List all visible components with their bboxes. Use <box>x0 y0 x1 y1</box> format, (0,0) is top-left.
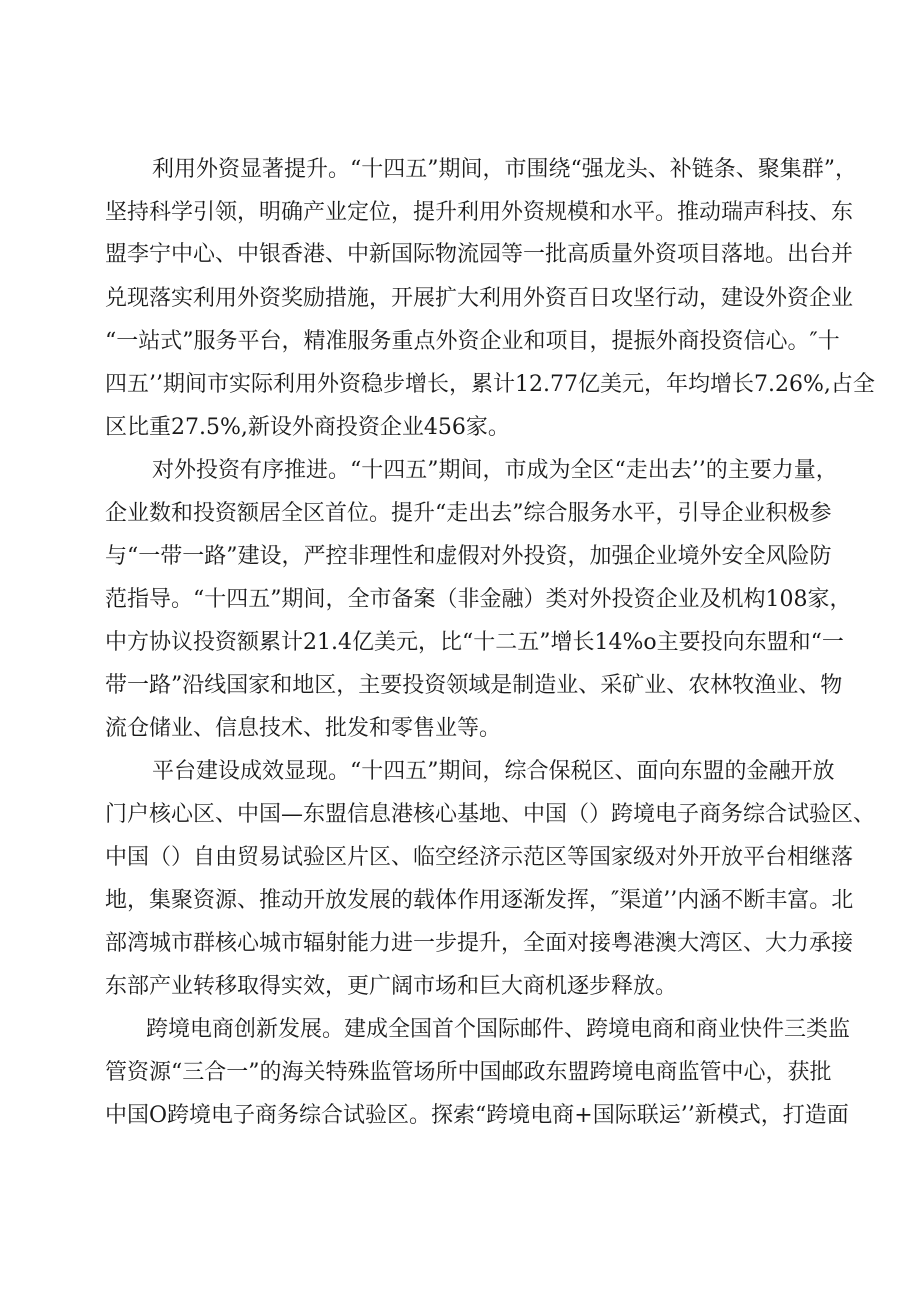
para1-line4: 兑现落实利用外资奖励措施，开展扩大利用外资百日攻坚行动，建设外资企业 <box>105 286 854 311</box>
para1-line7: 区比重27.5%,新设外商投资企业456家。 <box>105 415 510 440</box>
para3-line3: 中国（）自由贸易试验区片区、临空经济示范区等国家级对外开放平台相继落 <box>105 845 854 870</box>
para1-line6: 四五’’期间市实际利用外资稳步增长，累计12.77亿美元，年均增长7.26%,占全 <box>105 372 875 397</box>
para3-line1: 平台建设成效显现。“十四五”期间，综合保税区、面向东盟的金融开放 <box>152 759 835 784</box>
para2-line6: 带一路”沿线国家和地区，主要投资领域是制造业、采矿业、农林牧渔业、物 <box>105 673 843 698</box>
para3-line5: 部湾城市群核心城市辐射能力进一步提升，全面对接粤港澳大湾区、大力承接 <box>105 931 854 956</box>
para3-line2: 门户核心区、中国—东盟信息港核心基地、中国（）跨境电子商务综合试验区、 <box>105 802 876 827</box>
para2-line4: 范指导。“十四五”期间，全市备案（非金融）类对外投资企业及机构108家， <box>105 587 852 612</box>
para3-line4: 地，集聚资源、推动开放发展的载体作用逐渐发挥，″渠道’’内涵不断丰富。北 <box>105 888 854 913</box>
para4-line2: 管资源“三合一”的海关特殊监管场所中国邮政东盟跨境电商监管中心，获批 <box>105 1060 832 1085</box>
para1-line2: 坚持科学引领，明确产业定位，提升利用外资规模和水平。推动瑞声科技、东 <box>105 200 854 225</box>
para3-line6: 东部产业转移取得实效，更广阔市场和巨大商机逐步释放。 <box>105 974 678 999</box>
para4-line3: 中国O跨境电子商务综合试验区。探索“跨境电商+国际联运’’新模式，打造面 <box>105 1103 849 1128</box>
para2-line5: 中方协议投资额累计21.4亿美元，比“十二五”增长14%o主要投向东盟和“一 <box>105 630 844 655</box>
para2-line7: 流仓储业、信息技术、批发和零售业等。 <box>105 716 502 741</box>
para2-line3: 与“一带一路”建设，严控非理性和虚假对外投资，加强企业境外安全风险防 <box>105 544 832 569</box>
para2-line2: 企业数和投资额居全区首位。提升“走出去”综合服务水平，引导企业积极参 <box>105 501 832 526</box>
para1-line3: 盟李宁中心、中银香港、中新国际物流园等一批高质量外资项目落地。出台并 <box>105 242 854 267</box>
para2-line1: 对外投资有序推进。“十四五”期间，市成为全区“走出去’’的主要力量， <box>152 458 838 483</box>
para1-line5: “一站式”服务平台，精准服务重点外资企业和项目，提振外商投资信心。″十 <box>105 329 840 354</box>
para4-line1: 跨境电商创新发展。建成全国首个国际邮件、跨境电商和商业快件三类监 <box>146 1017 851 1042</box>
para1-line1: 利用外资显著提升。“十四五”期间，市围绕“强龙头、补链条、聚集群”， <box>152 157 857 182</box>
